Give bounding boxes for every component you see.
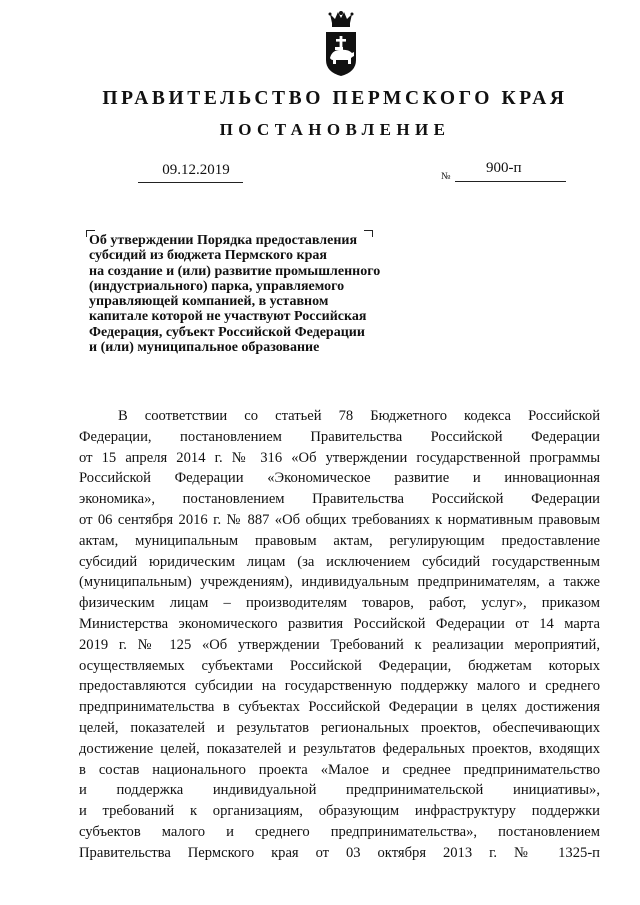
subject-line: капитале которой не участвуют Российская [89, 309, 367, 325]
body-line: Федерации, постановлением Правительства Российской Федерации [79, 428, 600, 445]
document-body [79, 406, 600, 864]
body-line: и требований к организациям, образующим инфраструктуру поддержки [79, 803, 600, 820]
body-line: физическим лицам – производителям товаров, работ, услуг», приказом [79, 595, 600, 612]
body-line: актам, муниципальным правовым актам, регулирующим предоставление [79, 532, 600, 549]
date-underline [138, 182, 243, 183]
document-subject [89, 233, 429, 355]
body-line: в состав национального проекта «Малое и среднее предпринимательство [79, 761, 600, 778]
body-line: от 06 сентября 2016 г. № 887 «Об общих требованиях к нормативным правовым [79, 511, 600, 528]
subject-line: и (или) муниципальное образование [89, 340, 320, 356]
body-line: целей, показателей и результатов региональных проектов, обеспечивающих [79, 719, 600, 736]
subject-line: Федерация, субъект Российской Федерации [89, 324, 365, 340]
body-line: осуществляемых субъектами Российской Федерации, бюджетам которых [79, 657, 600, 674]
body-line: Российской Федерации «Экономическое развитие и инновационная [79, 470, 600, 487]
body-line: экономика», постановлением Правительства Российской Федерации [79, 491, 600, 508]
document-date: 09.12.2019 [162, 162, 230, 178]
document-number: 900-п [486, 160, 522, 176]
body-line: субсидий юридическим лицам (за исключением субсидий государственным [79, 553, 600, 570]
body-line: и поддержка индивидуальной предпринимательской инициативы», [79, 782, 600, 799]
body-line: (муниципальным) учреждениям), индивидуальным предпринимателям, а также [79, 574, 600, 591]
body-line: от 15 апреля 2014 г. № 316 «Об утверждении государственной программы [79, 449, 600, 466]
body-line: Министерства экономического развития Российской Федерации от 14 марта [79, 615, 600, 632]
subject-line: (индустриального) парка, управляемого [89, 278, 345, 294]
body-line: 2019 г. № 125 «Об утверждении Требований к реализации мероприятий, [79, 636, 600, 653]
number-underline [455, 181, 566, 182]
body-line: достижение целей, показателей и результатов федеральных проектов, входящих [79, 740, 600, 757]
body-line: предоставляются субсидии на государственную поддержку малого и среднего [79, 678, 600, 695]
document-type-title: ПОСТАНОВЛЕНИЕ [219, 120, 451, 139]
body-line: субъектов малого и среднего предпринимательства», постановлением [79, 823, 600, 840]
subject-line: Об утверждении Порядка предоставления [89, 233, 358, 248]
body-line: Правительства Пермского края от 03 октября 2013 г. № 1325-п [79, 844, 600, 861]
perm-krai-coat-of-arms-icon [322, 10, 360, 78]
subject-line: на создание и (или) развитие промышленного [89, 263, 381, 279]
government-title: ПРАВИТЕЛЬСТВО ПЕРМСКОГО КРАЯ [102, 88, 568, 109]
number-sign: № [441, 171, 451, 182]
subject-line: управляющей компанией, в уставном [89, 294, 329, 310]
body-line: В соответствии со статьей 78 Бюджетного кодекса Российской [118, 408, 600, 424]
body-line: предпринимательства в субъектах Российской Федерации в целях достижения [79, 699, 600, 716]
subject-line: субсидий из бюджета Пермского края [89, 248, 327, 264]
